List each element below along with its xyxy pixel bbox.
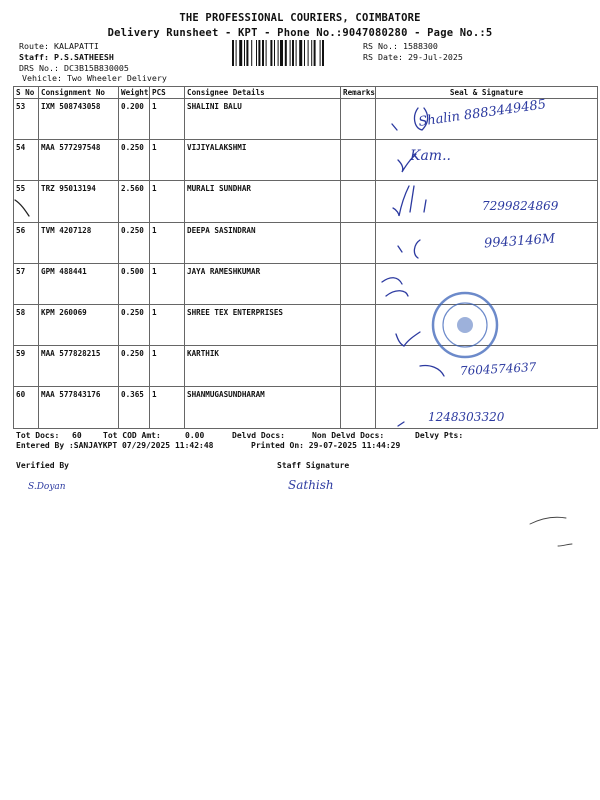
- row-sno: 54: [14, 140, 39, 181]
- tot-docs-value: 60: [72, 431, 82, 440]
- row-consignment: TVM 4207128: [39, 222, 119, 263]
- row-pcs: 1: [150, 99, 185, 140]
- row-pcs: 1: [150, 346, 185, 387]
- row-consignment: MAA 577828215: [39, 346, 119, 387]
- signature-row-54: Kam..: [410, 148, 451, 164]
- row-weight: 0.200: [119, 99, 150, 140]
- row-consignee: DEEPA SASINDRAN: [185, 222, 341, 263]
- row-sno: 60: [14, 387, 39, 428]
- row-consignment: IXM 508743058: [39, 99, 119, 140]
- staff-text: Staff: P.S.SATHEESH: [19, 52, 114, 62]
- signature-row-56: 9943146M: [483, 231, 556, 252]
- row-weight: 0.365: [119, 387, 150, 428]
- col-consignment: Consignment No: [39, 87, 119, 99]
- signature-stroke: [382, 278, 408, 296]
- rs-date: RS Date: 29-Jul-2025: [363, 52, 463, 62]
- col-seal-signature: Seal & Signature: [376, 87, 598, 99]
- row-weight: 0.250: [119, 140, 150, 181]
- tot-docs-label: Tot Docs:: [16, 431, 60, 440]
- verified-by-label: Verified By: [16, 461, 69, 470]
- tot-cod-value: 0.00: [185, 431, 205, 440]
- row-consignment: MAA 577297548: [39, 140, 119, 181]
- tot-cod-label: Tot COD Amt:: [103, 431, 161, 440]
- signature-row-53: Shalin 8883449485: [417, 97, 547, 130]
- row-consignee: SHALINI BALU: [185, 99, 341, 140]
- row-weight: 2.560: [119, 181, 150, 222]
- delvy-pts-label: Delvy Pts:: [415, 431, 464, 440]
- row-pcs: 1: [150, 140, 185, 181]
- signature-stroke: [15, 200, 29, 216]
- row-consignee: SHREE TEX ENTERPRISES: [185, 304, 341, 345]
- signature-stroke: [393, 186, 426, 216]
- signature-stroke: [398, 240, 420, 258]
- document-title: THE PROFESSIONAL COURIERS, COIMBATORE: [179, 12, 421, 24]
- row-consignee: KARTHIK: [185, 346, 341, 387]
- row-sno: 56: [14, 222, 39, 263]
- vehicle-text: Vehicle: Two Wheeler Delivery: [22, 73, 167, 83]
- col-consignee: Consignee Details: [185, 87, 341, 99]
- signature-row-59: 7604574637: [459, 360, 537, 378]
- row-consignee: SHANMUGASUNDHARAM: [185, 387, 341, 428]
- signature-stroke: [530, 517, 572, 546]
- signature-row-60: 1248303320: [428, 410, 505, 424]
- row-weight: 0.250: [119, 346, 150, 387]
- row-pcs: 1: [150, 387, 185, 428]
- col-sno: S No: [14, 87, 39, 99]
- entered-by: Entered By :SANJAYKPT 07/29/2025 11:42:48: [16, 441, 214, 450]
- row-weight: 0.500: [119, 263, 150, 304]
- non-delvd-docs-label: Non Delvd Docs:: [312, 431, 385, 440]
- row-consignment: GPM 488441: [39, 263, 119, 304]
- row-pcs: 1: [150, 222, 185, 263]
- col-weight: Weight: [119, 87, 150, 99]
- row-weight: 0.250: [119, 304, 150, 345]
- staff-signature-label: Staff Signature: [277, 461, 350, 470]
- signature-stroke: [396, 332, 420, 346]
- row-pcs: 1: [150, 263, 185, 304]
- verified-signature: S.Doyan: [28, 482, 66, 492]
- route-text: Route: KALAPATTI: [19, 41, 99, 51]
- row-sno: 53: [14, 99, 39, 140]
- rs-number: RS No.: 1588300: [363, 41, 438, 51]
- row-consignment: TRZ 95013194: [39, 181, 119, 222]
- drs-number: DRS No.: DC3B15B830005: [19, 63, 129, 73]
- row-consignee: VIJIYALAKSHMI: [185, 140, 341, 181]
- col-remarks: Remarks: [341, 87, 376, 99]
- row-consignment: KPM 260069: [39, 304, 119, 345]
- row-sno: 58: [14, 304, 39, 345]
- printed-on: Printed On: 29-07-2025 11:44:29: [251, 441, 401, 450]
- row-consignment: MAA 577843176: [39, 387, 119, 428]
- signature-stroke: [420, 365, 444, 376]
- row-consignee: MURALI SUNDHAR: [185, 181, 341, 222]
- row-sno: 59: [14, 346, 39, 387]
- row-sno: 55: [14, 181, 39, 222]
- signature-row-55: 7299824869: [482, 199, 559, 213]
- company-seal-icon: [430, 290, 500, 360]
- signature-stroke: [398, 422, 404, 426]
- document-subtitle: Delivery Runsheet - KPT - Phone No.:9047080280 - Page No.:5: [107, 27, 493, 39]
- row-weight: 0.250: [119, 222, 150, 263]
- delvd-docs-label: Delvd Docs:: [232, 431, 285, 440]
- row-consignee: JAYA RAMESHKUMAR: [185, 263, 341, 304]
- staff-signature: Sathish: [288, 478, 334, 492]
- row-pcs: 1: [150, 181, 185, 222]
- row-sno: 57: [14, 263, 39, 304]
- row-pcs: 1: [150, 304, 185, 345]
- col-pcs: PCS: [150, 87, 185, 99]
